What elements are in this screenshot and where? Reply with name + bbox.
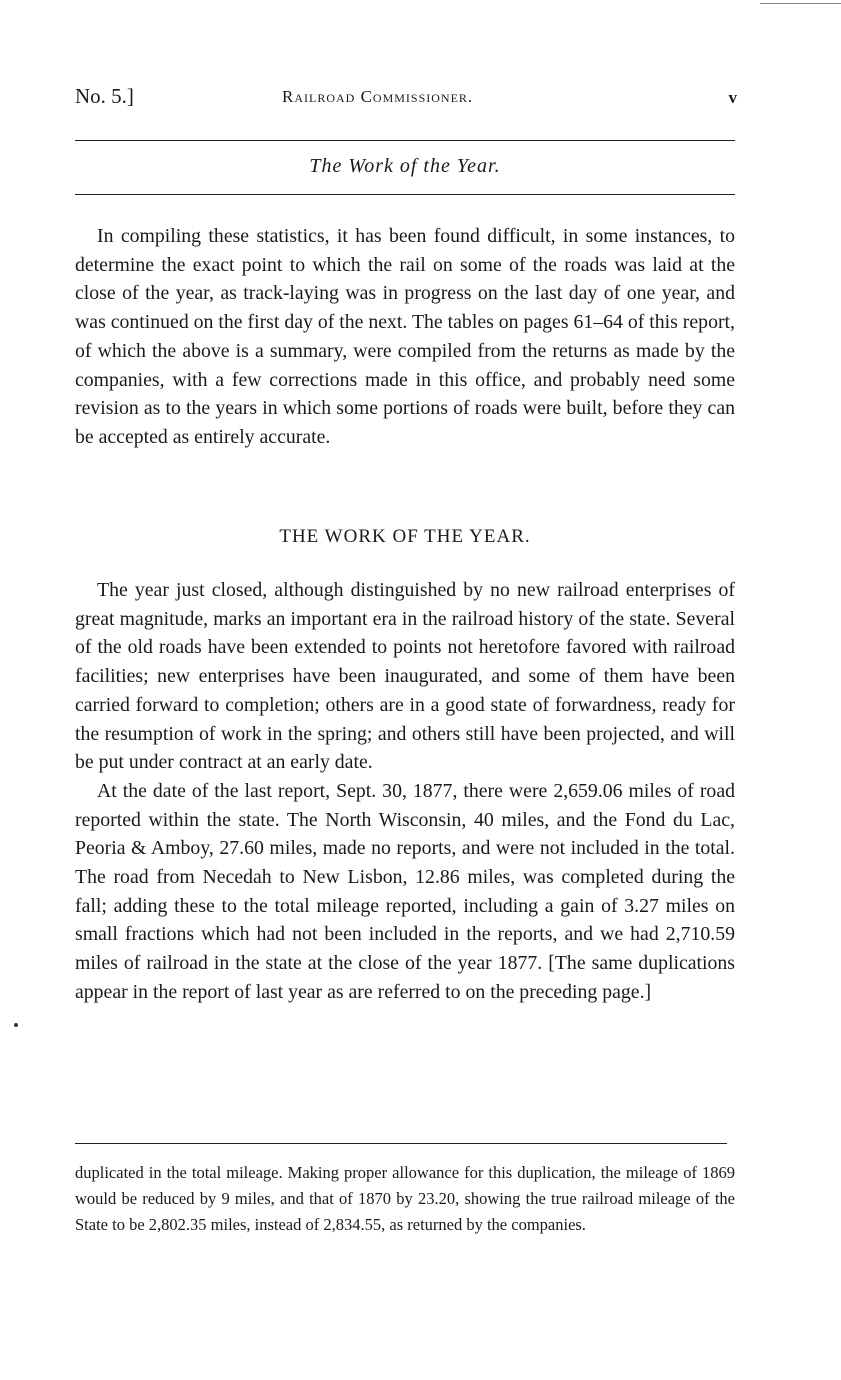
document-number: No. 5.]: [75, 84, 134, 108]
footnote-text: duplicated in the total mileage. Making proper allowance for this duplication, the mileage of 1869 would be reduced by 9 miles, and that of 1870 by 23.20, showing the true railroad mileage of the State to be 2,802.35 miles, instead of 2,834.55, as returned by the companies.: [75, 1163, 735, 1234]
paragraph-1: In compiling these statistics, it has been found difficult, in some instances, to determine the exact point to which the rail on some of the roads was laid at the close of the year, as track-laying was in progress on the last day of one year, and was continued on the first day of the next. The tables on pages 61–64 of this report, of which the above is a summary, were compiled from the returns as made by the companies, with a few corrections made in this office, and probably need some revision as to the years in which some portions of roads were built, before they can be accepted as entirely accurate.: [75, 225, 735, 448]
title-rule: [75, 194, 735, 195]
scan-edge-line: [760, 3, 841, 4]
running-head: [75, 84, 737, 110]
paragraph-2: The year just closed, although distinguished by no new railroad enterprises of great magnitude, marks an important era in the railroad history of the state. Several of the old roads have been extended to points not heretofore favored with railroad facilities; new enterprises have been inaugurated, and some of them have been carried forward to completion; others are in a good state of forwardness, ready for the resumption of work in the spring; and others still have been projected, and will be put under contract at an early date.: [75, 579, 735, 774]
margin-speck: [14, 1023, 18, 1027]
paragraph-3: At the date of the last report, Sept. 30, 1877, there were 2,659.06 miles of road reported within the state. The North Wisconsin, 40 miles, and the Fond du Lac, Peoria & Amboy, 27.60 miles, made no reports, and were not included in the total. The road from Necedah to New Lisbon, 12.86 miles, was completed during the fall; adding these to the total mileage reported, including a gain of 3.27 miles on small fractions which had not been included in the reports, and we had 2,710.59 miles of railroad in the state at the close of the year 1877. [The same duplications appear in the report of last year as are referred to on the preceding page.]: [75, 779, 735, 1003]
section-title: The Work of the Year.: [309, 155, 501, 177]
footnote: [75, 1160, 735, 1238]
section-heading: THE WORK OF THE YEAR.: [279, 526, 531, 547]
main-text: [75, 576, 735, 1007]
page-number: v: [728, 88, 737, 107]
intro-text: [75, 222, 735, 452]
running-title: Railroad Commissioner.: [282, 87, 474, 106]
top-rule: [75, 140, 735, 141]
footnote-rule: [75, 1143, 727, 1144]
